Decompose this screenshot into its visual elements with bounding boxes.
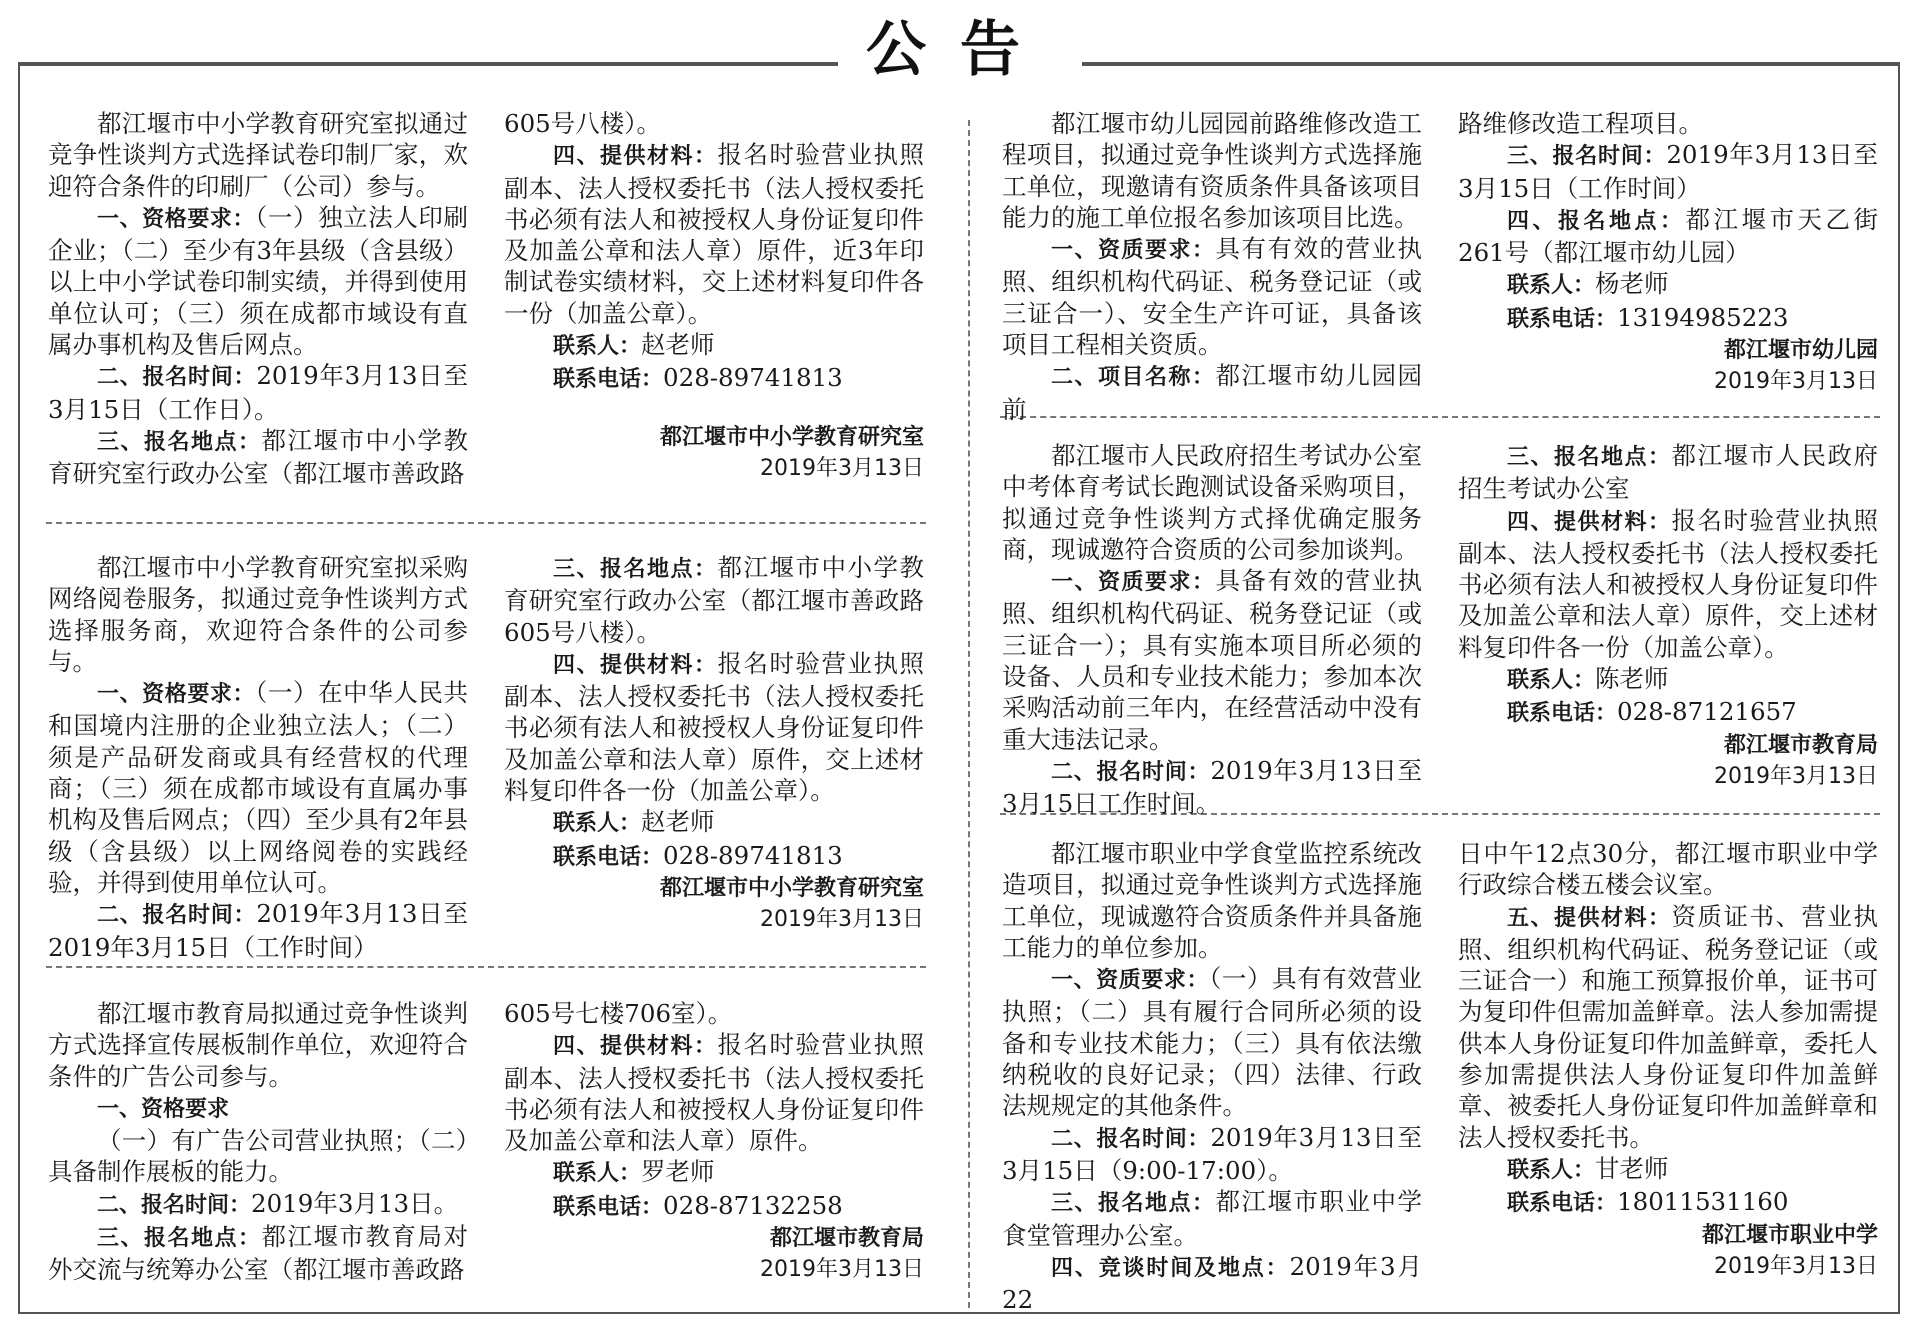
signature-org: 都江堰市教育局 (1723, 732, 1878, 758)
contact-label: 联系人： (553, 1161, 642, 1187)
section-text: （一）具有有效营业执照；（二）具有履行合同所必须的设备和专业技术能力；（三）具有依法缴纳税收的良好记录；（四）法律、行政法规规定的其他条件。 (1002, 964, 1422, 1121)
section-text: （一）在中华人民共和国境内注册的企业独立法人；（二）须是产品研发商或具有经营权的代理商；（三）须在成都市域设有直属办事机构及售后网点；（四）至少具有2年县级（含县级）以上网络阅卷的实践经验，并得到使用单位认可。 (48, 678, 468, 897)
section-label: 四、提供材料： (553, 652, 718, 678)
contact-line (1458, 663, 1878, 696)
phone-label: 联系电话： (1507, 1191, 1618, 1217)
notice-divider (46, 522, 926, 524)
page-title: 公告 (838, 10, 1082, 90)
notice-divider (46, 966, 926, 968)
phone-line (1458, 1186, 1878, 1219)
title-bar (0, 10, 1920, 90)
section-label: 三、报名地点： (1507, 445, 1672, 470)
signup-place-para (48, 1221, 468, 1286)
section-label: 二、报名时间： (97, 903, 257, 929)
section-text: 都江堰市幼儿园园前 (1002, 361, 1422, 424)
signature-date: 2019年3月13日 (760, 455, 924, 481)
notice-column (1458, 838, 1878, 1282)
section-label: 二、报名时间： (1051, 759, 1211, 785)
section-label: 三、报名地点： (97, 1226, 262, 1252)
requirement-para (48, 202, 468, 360)
contact-label: 联系人： (553, 334, 642, 360)
section-text: 报名时验营业执照副本、法人授权委托书（法人授权委托书必须有法人和被授权人身份证复印件及加盖公章和法人章）原件，交上述材料复印件各一份（加盖公章）。 (1458, 505, 1878, 662)
phone-value: 028-89741813 (663, 840, 843, 870)
section-label: 二、报名时间： (97, 365, 257, 391)
signup-time-para (48, 898, 468, 963)
signup-place-para (1458, 204, 1878, 269)
contact-value: 赵老师 (641, 330, 715, 360)
signup-place-para (1002, 1186, 1422, 1251)
section-text: 具备有效的营业执照、组织机构代码证、税务登记证（或三证合一）；具有实施本项目所必须的设备、人员和专业技术能力；参加本次采购活动前三年内，在经营活动中没有重大违法记录。 (1002, 566, 1422, 754)
notice-intro: 都江堰市人民政府招生考试办公室中考体育考试长跑测试设备采购项目，拟通过竞争性谈判方式择优确定服务商，现诚邀符合资质的公司参加谈判。 (1002, 441, 1422, 564)
materials-para (504, 139, 924, 329)
phone-label: 联系电话： (1507, 306, 1618, 332)
signature-date: 2019年3月13日 (1714, 369, 1878, 395)
notice-intro: 都江堰市幼儿园园前路维修改造工程项目，拟通过竞争性谈判方式选择施工单位，现邀请有资质条件具备该项目能力的施工单位报名参加该项目比选。 (1002, 109, 1422, 232)
section-label: 一、资质要求： (1051, 570, 1216, 596)
signature-org: 都江堰市幼儿园 (1723, 338, 1878, 364)
contact-value: 赵老师 (641, 807, 715, 837)
section-label: 一、资质要求： (1051, 238, 1216, 264)
contact-line (1458, 1153, 1878, 1186)
contact-value: 罗老师 (641, 1157, 715, 1187)
notice-column (1458, 108, 1878, 398)
section-text: 2019年3月13日至3月15日（工作日）。 (48, 361, 468, 424)
signature-org: 都江堰市中小学教育研究室 (659, 424, 924, 450)
signature-date: 2019年3月13日 (1714, 763, 1878, 789)
section-text: 具有有效的营业执照、组织机构代码证、税务登记证（或三证合一）、安全生产许可证，具备该项目工程相关资质。 (1002, 234, 1422, 360)
contact-value: 陈老师 (1595, 664, 1669, 694)
phone-value: 028-87132258 (663, 1190, 843, 1220)
signup-time-para (48, 360, 468, 425)
requirement-para (1002, 233, 1422, 360)
requirement-para (1002, 565, 1422, 755)
notice-column (1002, 838, 1422, 1315)
notice-column (1002, 108, 1422, 425)
notice-column (48, 998, 468, 1286)
section-text: 2019年3月13日。 (251, 1188, 459, 1218)
section-label: 三、报名时间： (1507, 144, 1667, 170)
section-label: 三、报名地点： (1051, 1191, 1216, 1217)
phone-value: 028-89741813 (663, 363, 843, 393)
section-label: 三、报名地点： (553, 557, 718, 582)
phone-label: 联系电话： (1507, 701, 1618, 727)
section-label: 二、报名时间： (97, 1192, 252, 1218)
requirement-para (1002, 963, 1422, 1121)
notice-column (504, 552, 924, 936)
signature-date: 2019年3月13日 (760, 1257, 924, 1283)
continued-text: 605号八楼）。 (504, 109, 662, 138)
section-label: 四、报名地点： (1507, 208, 1686, 234)
contact-label: 联系人： (1507, 273, 1596, 299)
section-text: 都江堰市中小学教育研究室行政办公室（都江堰市善政路 (48, 425, 468, 489)
materials-para (1458, 505, 1878, 663)
section-label: 二、项目名称： (1051, 365, 1216, 391)
section-label: 三、报名地点： (97, 429, 262, 455)
section-text: 报名时验营业执照副本、法人授权委托书（法人授权委托书必须有法人和被授权人身份证复印件及加盖公章和法人章）原件，近3年印制试卷实绩材料，交上述材料复印件各一份（加盖公章）。 (504, 140, 924, 328)
signup-place-para (1458, 440, 1878, 505)
section-label: 一、资格要求： (97, 682, 256, 708)
signature-org: 都江堰市职业中学 (1701, 1222, 1878, 1248)
notice-column (504, 998, 924, 1286)
section-text: 2019年3月13日至3月15日（工作时间） (1458, 140, 1878, 203)
phone-line (1458, 302, 1878, 335)
contact-line (1458, 268, 1878, 301)
contact-value: 杨老师 (1595, 269, 1669, 299)
section-label: 四、提供材料： (553, 1034, 718, 1060)
phone-line (504, 362, 924, 395)
project-name-para (1002, 360, 1422, 425)
section-text: 报名时验营业执照副本、法人授权委托书（法人授权委托书必须有法人和被授权人身份证复印件及加盖公章和法人章）原件。 (504, 1030, 924, 1156)
phone-value: 18011531160 (1617, 1187, 1789, 1217)
section-label: 一、资格要求 (97, 1096, 230, 1122)
materials-para (504, 1029, 924, 1156)
section-text: 2019年3月13日至3月15日（9:00-17:00）。 (1002, 1122, 1422, 1185)
section-label: 四、提供材料： (553, 144, 718, 170)
notice-column (1458, 440, 1878, 792)
notice-intro: 都江堰市中小学教育研究室拟通过竞争性谈判方式选择试卷印制厂家，欢迎符合条件的印刷厂（公司）参与。 (48, 109, 468, 201)
signature-org: 都江堰市教育局 (769, 1226, 924, 1252)
section-text: 报名时验营业执照副本、法人授权委托书（法人授权委托书必须有法人和被授权人身份证复印件及加盖公章和法人章）原件，交上述材料复印件各一份（加盖公章）。 (504, 648, 924, 806)
requirement-para: （一）有广告公司营业执照；（二）具备制作展板的能力。 (48, 1126, 468, 1187)
contact-line (504, 1156, 924, 1189)
phone-value: 13194985223 (1617, 302, 1789, 332)
signup-time-para (1458, 139, 1878, 204)
section-text: 2019年3月22 (1002, 1251, 1422, 1315)
phone-label: 联系电话： (553, 1194, 664, 1220)
phone-value: 028-87121657 (1617, 697, 1797, 727)
phone-line (1458, 696, 1878, 729)
notice-intro: 都江堰市中小学教育研究室拟采购网络阅卷服务，拟通过竞争性谈判方式选择服务商，欢迎符合条件的公司参与。 (48, 553, 468, 676)
materials-para (504, 648, 924, 806)
continued-text: 路维修改造工程项目。 (1458, 109, 1703, 138)
contact-label: 联系人： (1507, 1157, 1596, 1183)
phone-line (504, 840, 924, 873)
signup-place-para (504, 552, 924, 648)
contact-label: 联系人： (1507, 668, 1596, 694)
notice-column (504, 108, 924, 484)
materials-para (1458, 901, 1878, 1153)
notice-column (48, 552, 468, 963)
section-label: 一、资格要求： (97, 206, 256, 232)
signup-time-para (1002, 1122, 1422, 1187)
notice-intro: 都江堰市职业中学食堂监控系统改造项目，拟通过竞争性谈判方式选择施工单位，现诚邀符合资质条件并具备施工能力的单位参加。 (1002, 839, 1422, 962)
phone-label: 联系电话： (553, 367, 664, 393)
phone-line (504, 1190, 924, 1223)
signup-place-para (48, 425, 468, 490)
contact-line (504, 806, 924, 839)
notice-column (48, 108, 468, 490)
section-text: 2019年3月13日至3月15日工作时间。 (1002, 755, 1422, 819)
requirement-para (48, 677, 468, 898)
notice-intro: 都江堰市教育局拟通过竞争性谈判方式选择宣传展板制作单位，欢迎符合条件的广告公司参与。 (48, 999, 468, 1091)
section-label: 二、报名时间： (1051, 1126, 1211, 1152)
contact-line (504, 329, 924, 362)
phone-label: 联系电话： (553, 844, 664, 870)
section-text: 都江堰市人民政府招生考试办公室 (1458, 441, 1878, 504)
signup-time-para (1002, 755, 1422, 820)
negotiation-para (1002, 1251, 1422, 1316)
signature-date: 2019年3月13日 (1714, 1253, 1878, 1279)
section-text: 都江堰市天乙街261号（都江堰市幼儿园） (1458, 204, 1878, 268)
section-text: 资质证书、营业执照、组织机构代码证、税务登记证（或三证合一）和施工预算报价单，证书可为复印件但需加盖鲜章。法人参加需提供本人身份证复印件加盖鲜章，委托人参加需提供法人身份证复印件加盖鲜章、被委托人身份证复印件加盖鲜章和法人授权委托书。 (1458, 901, 1878, 1152)
section-label: 四、提供材料： (1507, 509, 1672, 535)
contact-value: 甘老师 (1595, 1153, 1669, 1183)
column-divider (968, 120, 970, 1308)
continued-text: 日中午12点30分，都江堰市职业中学行政综合楼五楼会议室。 (1458, 839, 1878, 900)
section-text: 都江堰市教育局对外交流与统筹办公室（都江堰市善政路 (48, 1222, 468, 1285)
section-label: 一、资质要求： (1051, 968, 1210, 994)
section-text: 2019年3月13日至2019年3月15日（工作时间） (48, 899, 468, 962)
section-text: 都江堰市中小学教育研究室行政办公室（都江堰市善政路605号八楼）。 (504, 553, 924, 647)
section-text: （一）独立法人印刷企业；（二）至少有3年县级（含县级）以上中小学试卷印制实绩，并得到使用单位认可；（三）须在成都市域设有直属办事机构及售后网点。 (48, 202, 468, 360)
contact-label: 联系人： (553, 811, 642, 837)
requirement-heading (48, 1092, 468, 1125)
section-label: 五、提供材料： (1507, 905, 1672, 931)
notice-column (1002, 440, 1422, 820)
signature-date: 2019年3月13日 (760, 907, 924, 933)
section-text: 都江堰市职业中学食堂管理办公室。 (1002, 1187, 1422, 1250)
signature-org: 都江堰市中小学教育研究室 (659, 875, 924, 901)
continued-text: 605号七楼706室）。 (504, 999, 733, 1028)
signup-time-para (48, 1188, 468, 1221)
section-label: 四、竞谈时间及地点： (1051, 1255, 1290, 1281)
